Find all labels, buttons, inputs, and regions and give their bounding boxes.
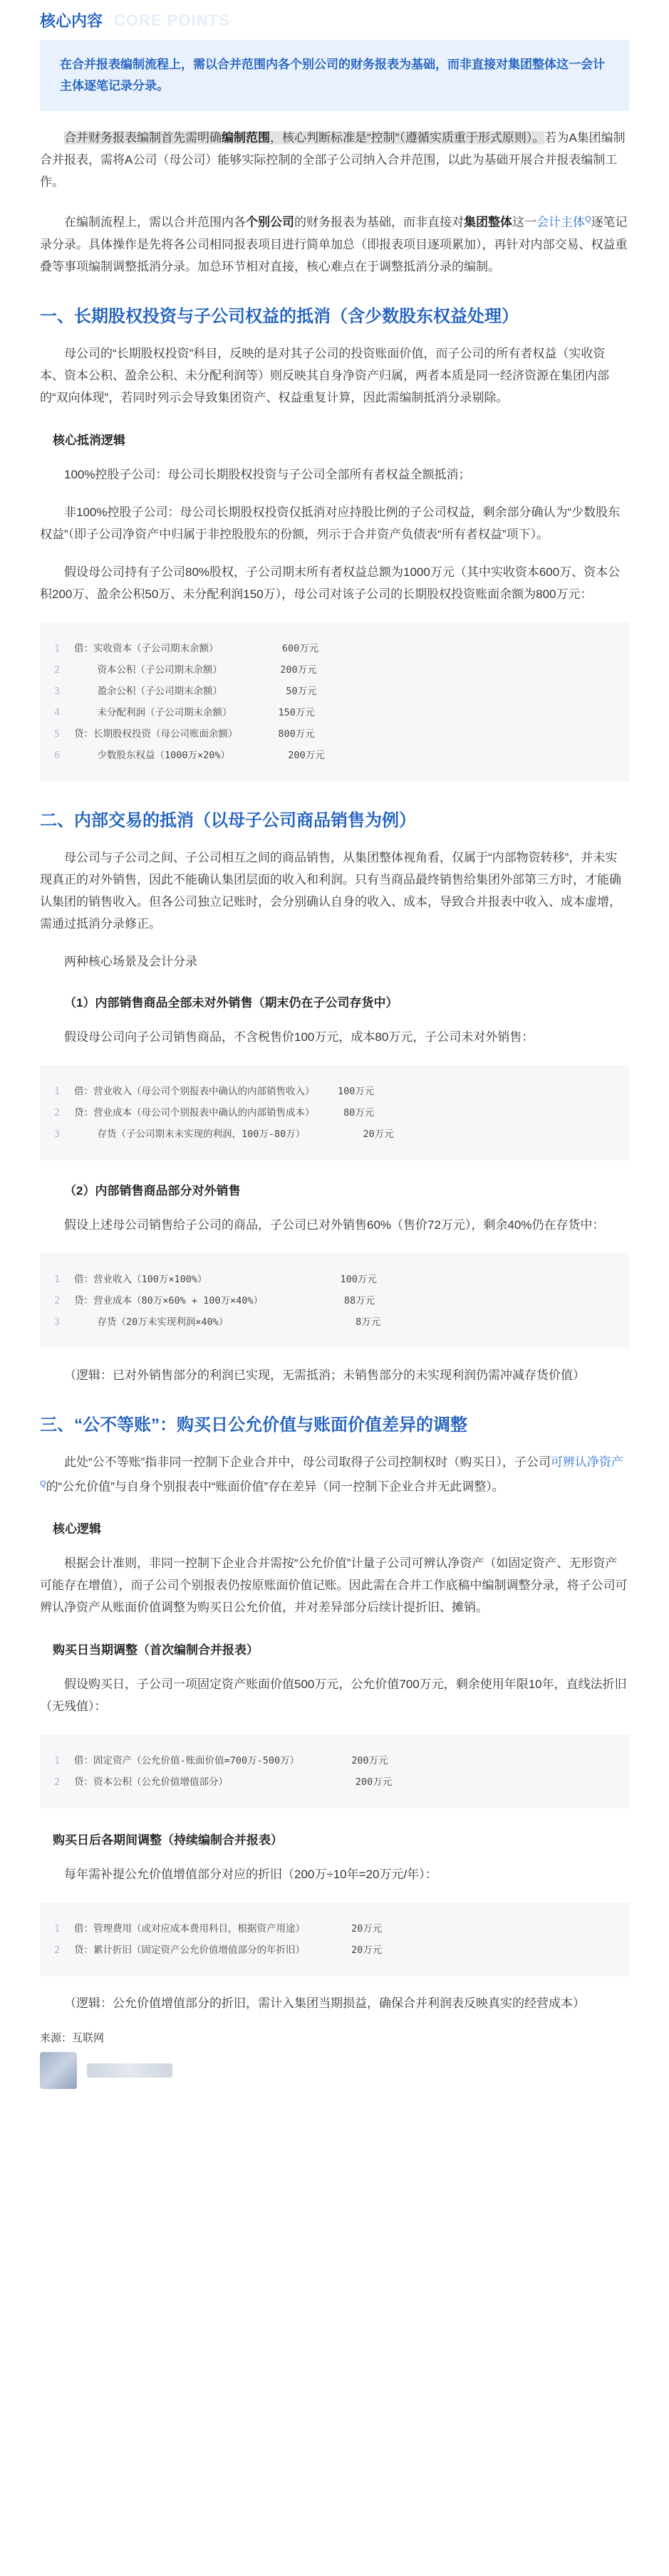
journal-entry-line	[54, 1124, 615, 1145]
source-label: 来源：互联网	[40, 2032, 105, 2045]
journal-entry-line	[54, 702, 615, 723]
highlight-text: 合并财务报表编制首先需明确	[64, 131, 222, 145]
section-3-note: （逻辑：公允价值增值部分的折旧，需计入集团当期损益，确保合并利润表反映真实的经营成本）	[64, 1996, 585, 2011]
line-number: 1	[54, 1755, 61, 1767]
journal-entry-line	[54, 745, 615, 766]
entry-text: 存货（子公司期末未实现的利润，100万-80万） 20万元	[74, 1128, 394, 1140]
entry-text: 贷：营业成本（80万×60% + 100万×40%） 88万元	[74, 1294, 375, 1307]
entry-text: 贷：长期股权投资（母公司账面余额） 800万元	[74, 728, 315, 740]
section-2-title: 二、内部交易的抵消（以母子公司商品销售为例）	[40, 810, 416, 830]
journal-entry-block	[40, 622, 629, 782]
journal-entry-line	[54, 1081, 615, 1102]
entry-text: 借：营业收入（100万×100%） 100万元	[74, 1273, 377, 1285]
entry-text: 盈余公积（子公司期末余额） 50万元	[74, 685, 317, 697]
entry-text: 存货（20万未实现利润×40%） 8万元	[74, 1316, 381, 1328]
line-number: 2	[54, 1294, 61, 1307]
section-3-paragraph: 每年需补提公允价值增值部分对应的折旧（200万÷10年=20万元/年）：	[64, 1868, 437, 1882]
entry-text: 借：固定资产（公允价值-账面价值=700万-500万） 200万元	[74, 1755, 388, 1767]
article-body	[0, 127, 669, 2089]
line-number: 1	[54, 1273, 61, 1285]
section-2-paragraph: 假设母公司向子公司销售商品，不含税售价100万元，成本80万元，子公司未对外销售：	[64, 1030, 534, 1044]
journal-entry-line	[54, 1102, 615, 1124]
journal-entry-line	[54, 1939, 615, 1961]
journal-entry-line	[54, 1290, 615, 1311]
journal-entry-line	[54, 1311, 615, 1333]
section-2-subtitle: （1）内部销售商品全部未对外销售（期末仍在子公司存货中）	[64, 995, 398, 1010]
journal-entry-block	[40, 1902, 629, 1976]
line-number: 1	[54, 1085, 61, 1097]
section-3-title: 三、“公不等账”：购买日公允价值与账面价值差异的调整	[40, 1415, 467, 1435]
line-number: 1	[54, 1923, 61, 1935]
journal-entry-line	[54, 1269, 615, 1290]
paragraph-text: 这一	[512, 215, 536, 229]
intro-paragraph-1	[40, 127, 629, 193]
entry-text: 少数股东权益（1000万×20%） 200万元	[74, 749, 325, 761]
section-3-paragraph	[40, 1451, 629, 1498]
line-number: 3	[54, 1316, 61, 1328]
section-2-note: （逻辑：已对外销售部分的利润已实现，无需抵消；未销售部分的未实现利润仍需冲减存货价值）	[64, 1368, 585, 1382]
paragraph-text: 的“公允价值”与自身个别报表中“账面价值”存在差异（同一控制下企业合并无此调整）。	[46, 1480, 504, 1494]
journal-entry-line	[54, 681, 615, 702]
journal-entry-line	[54, 1771, 615, 1793]
line-number: 1	[54, 642, 61, 654]
journal-entry-line	[54, 1750, 615, 1771]
journal-entry-block	[40, 1253, 629, 1349]
line-number: 4	[54, 706, 61, 718]
journal-entry-line	[54, 1918, 615, 1939]
section-3-paragraph: 假设购买日，子公司一项固定资产账面价值500万元，公允价值700万元，剩余使用年限10年，直线法折旧（无残值）：	[40, 1677, 627, 1714]
section-3-paragraph: 根据会计准则，非同一控制下企业合并需按“公允价值”计量子公司可辨认净资产（如固定资产、无形资产可能存在增值），而子公司个别报表仍按原账面价值记账。因此需在合并工作底稿中编制调整分录，将子公司可辨认净资产从账面价值调整为购买日公允价值，并对差异部分后续计提折旧、摊销。	[40, 1556, 628, 1615]
section-header	[0, 0, 669, 40]
paragraph-text: 若为A集团编制合并报表，需将A公司（母公司）能够实际控制的全部子公司纳入合并范围，以此为基础开展合并报表编制工作。	[40, 131, 626, 189]
line-number: 5	[54, 728, 61, 740]
line-number: 2	[54, 1776, 61, 1789]
line-number: 2	[54, 1106, 61, 1119]
journal-entry-block	[40, 1734, 629, 1808]
summary-callout: 在合并报表编制流程上，需以合并范围内各个别公司的财务报表为基础，而非直接对集团整体这一会计主体逐笔记录分录。	[40, 40, 629, 111]
section-3-subtitle: 购买日后各期间调整（持续编制合并报表）	[53, 1833, 283, 1848]
entry-text: 贷：累计折旧（固定资产公允价值增值部分的年折旧） 20万元	[74, 1944, 383, 1957]
term-link[interactable]: 可辨认净资产	[550, 1455, 623, 1469]
entry-text: 借：实收资本（子公司期末余额） 600万元	[74, 642, 319, 654]
section-1-paragraph: 100%控股子公司：母公司长期股权投资与子公司全部所有者权益全额抵消；	[64, 467, 471, 481]
term-link[interactable]: 会计主体	[536, 215, 585, 229]
section-3-subtitle: 核心逻辑	[53, 1522, 101, 1536]
entry-text: 贷：营业成本（母公司个别报表中确认的内部销售成本） 80万元	[74, 1106, 375, 1119]
intro-paragraph-2	[40, 209, 629, 278]
line-number: 3	[54, 685, 61, 697]
section-1-title: 一、长期股权投资与子公司权益的抵消（含少数股东权益处理）	[40, 306, 519, 326]
entry-text: 借：管理费用（或对应成本费用科目，根据资产用途） 20万元	[74, 1923, 383, 1935]
paragraph-text: 逐笔记录分录。具体操作是先将各公司相同报表项目进行简单加总（即报表项目逐项累加），再针对内部交易、权益重叠等事项编制调整抵消分录。加总环节相对直接，核心难点在于调整抵消分录的编制。	[40, 215, 628, 273]
section-1-paragraph: 假设母公司持有子公司80%股权，子公司期末所有者权益总额为1000万元（其中实收资本600万、资本公积200万、盈余公积50万、未分配利润150万），母公司对该子公司的长期股权投资账面余额为800万元：	[40, 565, 621, 601]
bold-term: 编制范围	[222, 131, 270, 145]
search-icon[interactable]: Q	[585, 215, 591, 224]
highlight-text: ，核心判断标准是“控制”（遵循实质重于形式原则）。	[270, 131, 545, 145]
section-2-paragraph: 两种核心场景及会计分录	[64, 954, 197, 968]
line-number: 2	[54, 1944, 61, 1957]
header-watermark-text: CORE POINTS	[114, 11, 230, 29]
avatar[interactable]	[40, 2052, 77, 2089]
paragraph-text: 此处“公不等账”指非同一控制下企业合并中，母公司取得子公司控制权时（购买日），子公司	[64, 1455, 551, 1469]
header-title: 核心内容	[40, 11, 103, 30]
author-name-blurred	[87, 2063, 172, 2078]
journal-entry-line	[54, 659, 615, 681]
journal-entry-line	[54, 638, 615, 659]
section-1-paragraph: 母公司的“长期股权投资”科目，反映的是对其子公司的投资账面价值，而子公司的所有者权益（实收资本、资本公积、盈余公积、未分配利润等）则反映其自身净资产归属，两者本质是同一经济资源在集团内部的“双向体现”，若同时列示会导致集团资产、权益重复计算，因此需编制抵消分录剔除。	[40, 346, 609, 404]
line-number: 3	[54, 1128, 61, 1140]
entry-text: 贷：资本公积（公允价值增值部分） 200万元	[74, 1776, 393, 1789]
journal-entry-line	[54, 723, 615, 745]
section-2-paragraph: 假设上述母公司销售给子公司的商品，子公司已对外销售60%（售价72万元），剩余40%仍在存货中：	[64, 1218, 605, 1232]
search-icon[interactable]: Q	[40, 1479, 46, 1488]
section-3-subtitle: 购买日当期调整（首次编制合并报表）	[53, 1643, 259, 1658]
section-1-subtitle: 核心抵消逻辑	[53, 433, 125, 447]
line-number: 6	[54, 749, 61, 761]
journal-entry-block	[40, 1065, 629, 1161]
paragraph-text: 在编制流程上，需以合并范围内各	[64, 215, 246, 229]
bold-term: 集团整体	[464, 215, 512, 229]
entry-text: 未分配利润（子公司期末余额） 150万元	[74, 706, 315, 718]
paragraph-text: 的财务报表为基础，而非直接对	[294, 215, 464, 229]
entry-text: 资本公积（子公司期末余额） 200万元	[74, 664, 317, 676]
section-1-paragraph: 非100%控股子公司：母公司长期股权投资仅抵消对应持股比例的子公司权益，剩余部分确认为“少数股东权益”（即子公司净资产中归属于非控股股东的份额，列示于合并资产负债表“所有者权益”项下）。	[40, 505, 621, 541]
bold-term: 个别公司	[246, 215, 294, 229]
section-2-subtitle: （2）内部销售商品部分对外销售	[64, 1183, 241, 1198]
author-row	[40, 2052, 629, 2089]
line-number: 2	[54, 664, 61, 676]
entry-text: 借：营业收入（母公司个别报表中确认的内部销售收入） 100万元	[74, 1085, 375, 1097]
section-2-paragraph: 母公司与子公司之间、子公司相互之间的商品销售，从集团整体视角看，仅属于“内部物资转移”，并未实现真正的对外销售，因此不能确认集团层面的收入和利润。只有当商品最终销售给集团外部第三方时，才能确认集团的销售收入。但各公司独立记账时，会分别确认自身的收入、成本，导致合并报表中收入、成本虚增，需通过抵消分录修正。	[40, 850, 621, 931]
